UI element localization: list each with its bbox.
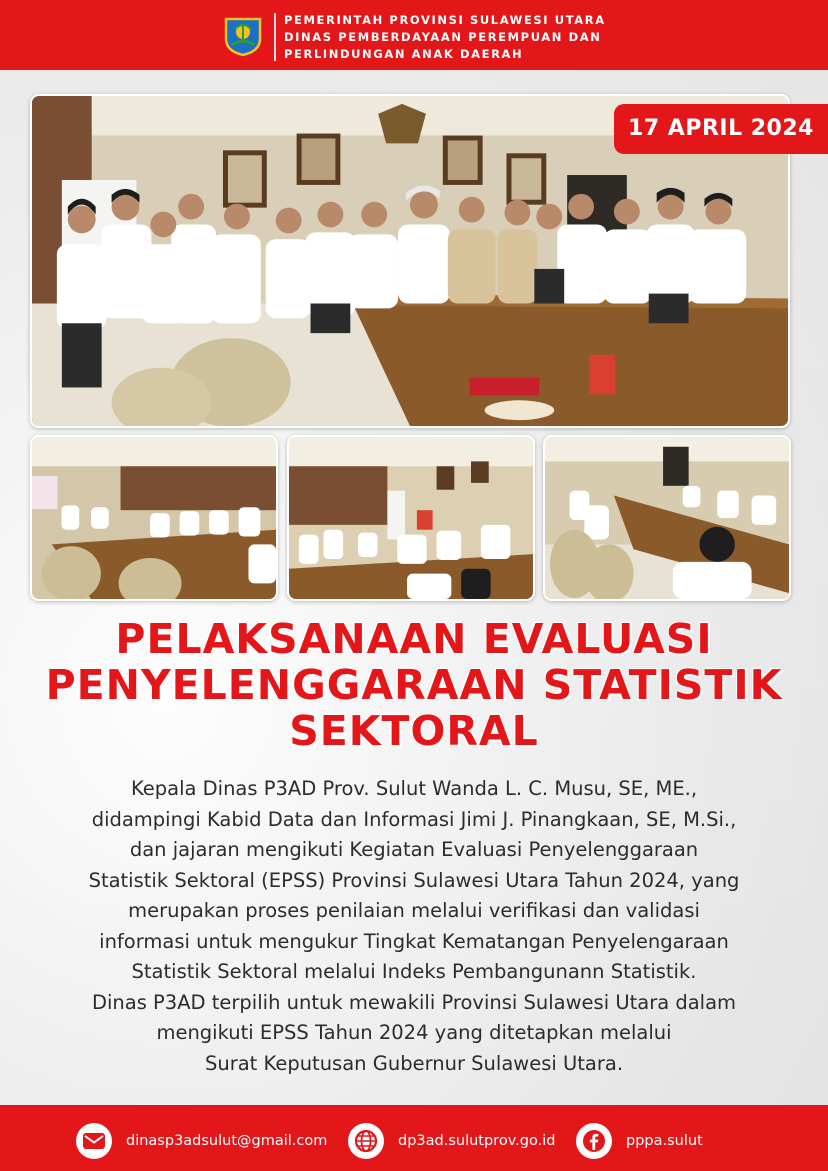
body-line: informasi untuk mengukur Tingkat Kematangan Penyelengaraan bbox=[99, 929, 729, 953]
page-title bbox=[0, 616, 828, 754]
body-line: merupakan proses penilaian melalui verifikasi dan validasi bbox=[128, 899, 700, 922]
globe-icon bbox=[348, 1123, 384, 1159]
mail-icon bbox=[76, 1123, 112, 1159]
agency-line-1: PEMERINTAH PROVINSI SULAWESI UTARA bbox=[284, 13, 606, 27]
meeting-photo-3 bbox=[543, 435, 791, 601]
article-body bbox=[14, 774, 814, 1079]
facebook-icon bbox=[576, 1123, 612, 1159]
body-line: Dinas P3AD terpilih untuk mewakili Provinsi Sulawesi Utara dalam bbox=[91, 990, 737, 1014]
body-line: Surat Keputusan Gubernur Sulawesi Utara. bbox=[204, 1051, 624, 1075]
website-contact[interactable] bbox=[348, 1123, 555, 1159]
email-address[interactable]: dinasp3adsulut@gmail.com bbox=[126, 1133, 328, 1149]
header-divider bbox=[274, 13, 276, 61]
facebook-contact[interactable] bbox=[576, 1123, 703, 1159]
title-line-3: SEKTORAL bbox=[289, 707, 539, 755]
meeting-photo-2 bbox=[287, 435, 535, 601]
header-bar bbox=[0, 0, 828, 70]
title-line-1: PELAKSANAAN EVALUASI bbox=[115, 615, 713, 663]
agency-line-2: DINAS PEMBERDAYAAN PEREMPUAN DAN bbox=[284, 30, 602, 44]
meeting-photo-1 bbox=[30, 435, 278, 601]
agency-line-3: PERLINDUNGAN ANAK DAERAH bbox=[284, 47, 524, 61]
body-line: dan jajaran mengikuti Kegiatan Evaluasi Penyelenggaraan bbox=[129, 838, 699, 861]
date-badge: 17 APRIL 2024 bbox=[614, 104, 828, 154]
website-url[interactable]: dp3ad.sulutprov.go.id bbox=[398, 1133, 556, 1149]
body-line: Statistik Sektoral (EPSS) Provinsi Sulawesi Utara Tahun 2024, yang bbox=[88, 868, 740, 892]
footer-bar bbox=[0, 1105, 828, 1171]
title-line-2: PENYELENGGARAAN STATISTIK bbox=[45, 661, 783, 709]
provincial-emblem-icon bbox=[222, 15, 264, 57]
agency-name bbox=[284, 12, 614, 63]
facebook-handle[interactable]: pppa.sulut bbox=[626, 1133, 703, 1149]
body-line: mengikuti EPSS Tahun 2024 yang ditetapkan melalui bbox=[156, 1021, 672, 1044]
body-line: Statistik Sektoral melalui Indeks Pembangunann Statistik. bbox=[131, 960, 697, 983]
body-line: didampingi Kabid Data dan Informasi Jimi J. Pinangkaan, SE, M.Si., bbox=[91, 807, 737, 831]
body-line: Kepala Dinas P3AD Prov. Sulut Wanda L. C. Musu, SE, ME., bbox=[130, 777, 698, 800]
email-contact[interactable] bbox=[76, 1123, 327, 1159]
